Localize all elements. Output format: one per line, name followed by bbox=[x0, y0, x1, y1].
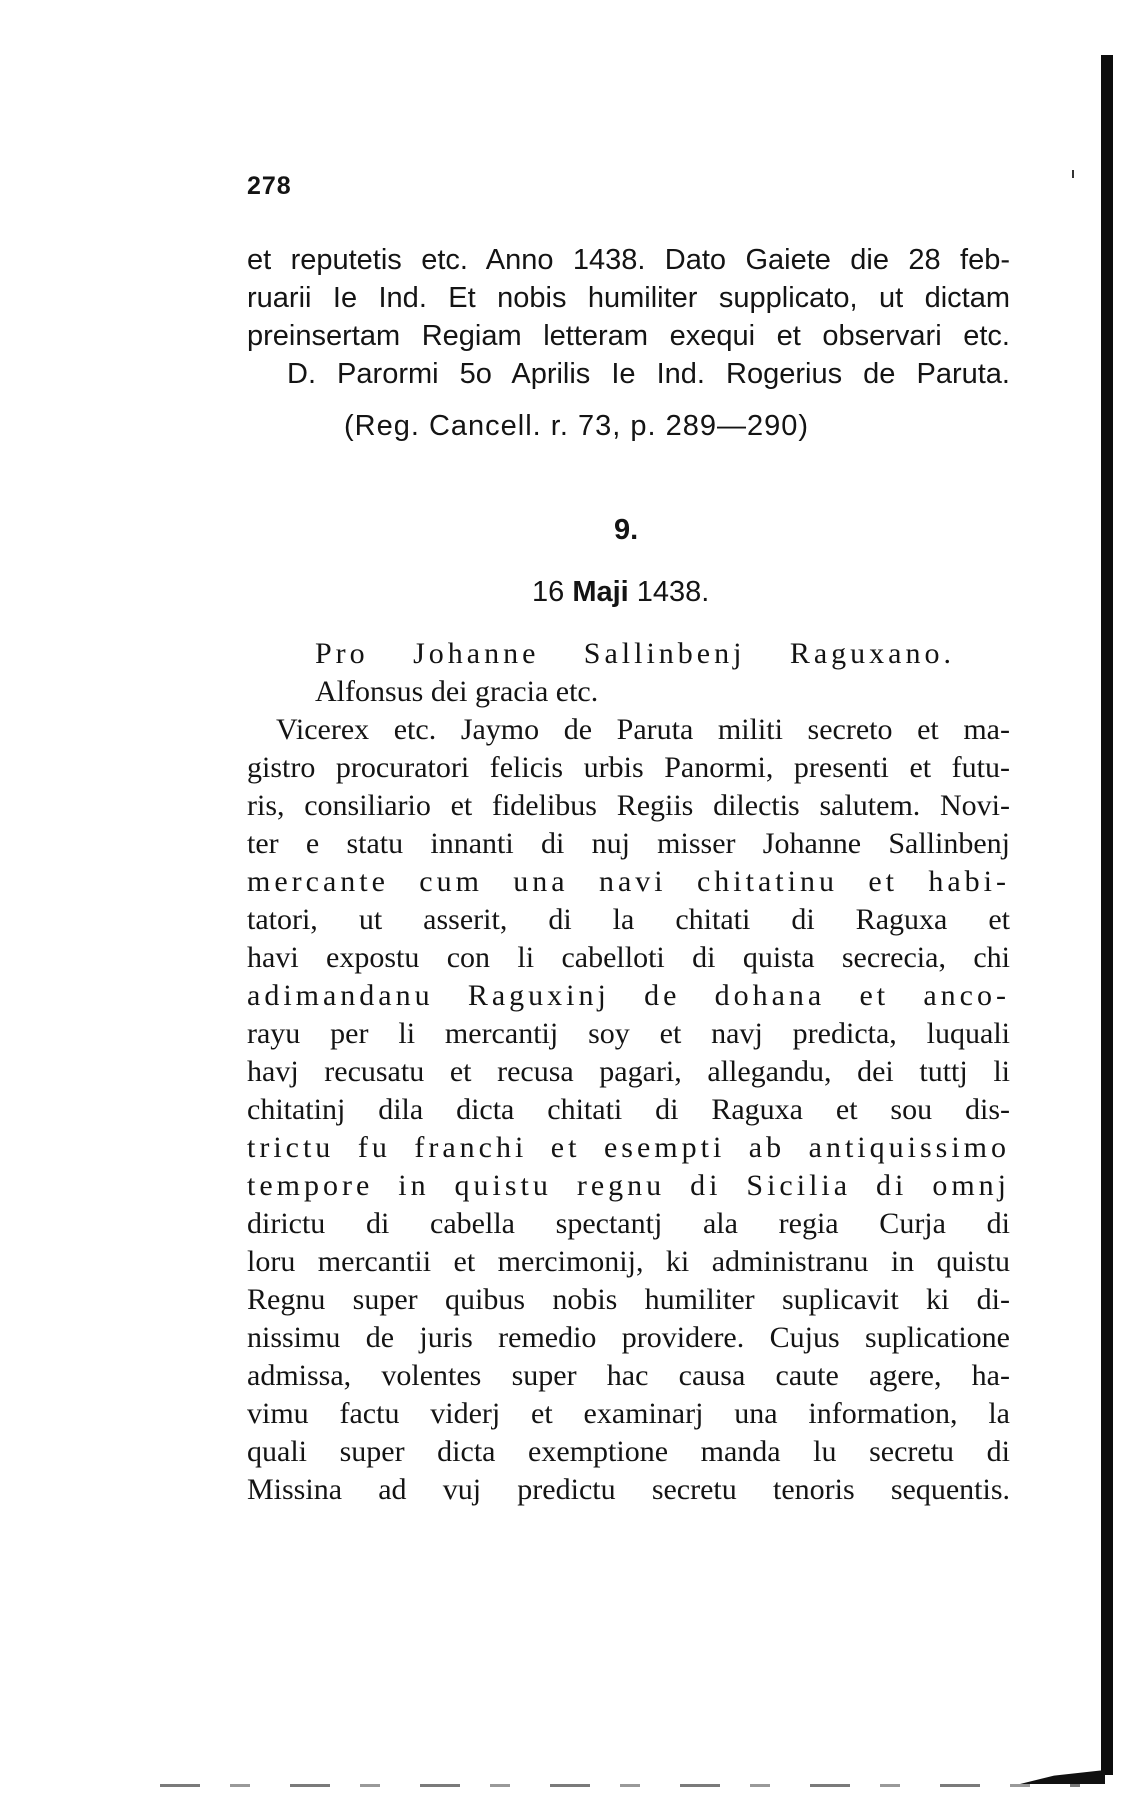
body-line-20: quali super dicta exemptione manda lu secretu di bbox=[247, 1435, 1010, 1468]
continuation-line-3 bbox=[247, 319, 1010, 353]
body-line-3: ris, consiliario et fidelibus Regiis dilectis salutem. Novi- bbox=[247, 789, 1010, 822]
signature-line: D. Parormi 5o Aprilis Ie Ind. Rogerius de Paruta. bbox=[287, 358, 1010, 390]
body-line-10: havj recusatu et recusa pagari, allegandu, dei tuttj li bbox=[247, 1055, 1010, 1088]
body-line-14: dirictu di cabella spectantj ala regia Curja di bbox=[247, 1207, 1010, 1240]
body-line-4: ter e statu innanti di nuj misser Johanne Sallinbenj bbox=[247, 827, 1010, 860]
body-line-5: mercante cum una navi chitatinu et habi- bbox=[247, 865, 1010, 898]
document-date bbox=[532, 576, 709, 609]
body-line-12: trictu fu franchi et esempti ab antiquissimo bbox=[247, 1131, 1010, 1164]
continuation-line-1 bbox=[247, 243, 1010, 277]
body-line-2: gistro procuratori felicis urbis Panormi, presenti et futu- bbox=[247, 751, 1010, 784]
document-title: Pro Johanne Sallinbenj Raguxano. bbox=[315, 637, 955, 670]
section-number: 9. bbox=[614, 514, 639, 546]
body-line-15: loru mercantii et mercimonij, ki administranu in quistu bbox=[247, 1245, 1010, 1278]
continuation-line-2 bbox=[247, 281, 1010, 315]
body-line-7: havi expostu con li cabelloti di quista secrecia, chi bbox=[247, 941, 1010, 974]
body-line-9: rayu per li mercantij soy et navj predicta, luquali bbox=[247, 1017, 1010, 1050]
date-day: 16 bbox=[532, 576, 573, 608]
body-line-1: Vicerex etc. Jaymo de Paruta militi secreto et ma- bbox=[276, 713, 1010, 746]
scan-noise-line bbox=[160, 1784, 1080, 1787]
text-line: ruarii Ie Ind. Et nobis humiliter supplicato, ut dictam bbox=[247, 282, 1010, 314]
page-edge-shadow bbox=[1101, 55, 1113, 1775]
text-line: preinsertam Regiam letteram exequi et observari etc. bbox=[247, 320, 1010, 352]
body-line-18: admissa, volentes super hac causa caute agere, ha- bbox=[247, 1359, 1010, 1392]
body-line-16: Regnu super quibus nobis humiliter suplicavit ki di- bbox=[247, 1283, 1010, 1316]
date-month: Maji bbox=[572, 576, 629, 608]
page-number: 278 bbox=[247, 172, 292, 200]
body-line-21: Missina ad vuj predictu secretu tenoris sequentis. bbox=[247, 1473, 1010, 1506]
body-line-11: chitatinj dila dicta chitati di Raguxa et sou dis- bbox=[247, 1093, 1010, 1126]
scan-speck bbox=[1072, 170, 1074, 178]
date-year: 1438. bbox=[628, 576, 710, 608]
body-line-13: tempore in quistu regnu di Sicilia di omnj bbox=[247, 1169, 1010, 1202]
body-line-19: vimu factu viderj et examinarj una information, la bbox=[247, 1397, 1010, 1430]
salutation: Alfonsus dei gracia etc. bbox=[315, 675, 599, 708]
body-line-6: tatori, ut asserit, di la chitati di Raguxa et bbox=[247, 903, 1010, 936]
body-line-17: nissimu de juris remedio providere. Cujus suplicatione bbox=[247, 1321, 1010, 1354]
archive-reference: (Reg. Cancell. r. 73, p. 289—290) bbox=[344, 410, 810, 442]
scan-blot bbox=[1020, 1770, 1105, 1784]
body-line-8: adimandanu Raguxinj de dohana et anco- bbox=[247, 979, 1010, 1012]
text-line: et reputetis etc. Anno 1438. Dato Gaiete die 28 feb- bbox=[247, 244, 1010, 276]
